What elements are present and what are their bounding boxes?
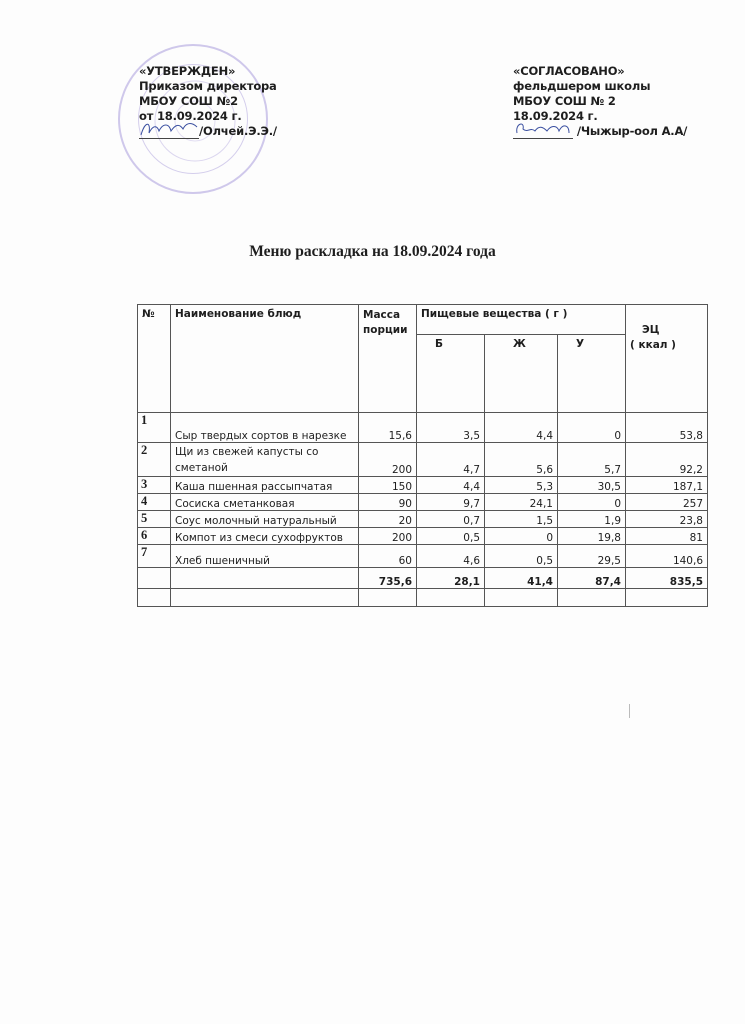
agreement-heading: «СОГЛАСОВАНО»: [513, 64, 625, 78]
empty-row: [138, 589, 708, 607]
row-fat: 0,5: [485, 545, 558, 568]
row-energy: 53,8: [626, 413, 708, 443]
header-fat: Ж: [485, 335, 558, 413]
table-row: [138, 545, 708, 568]
row-fat: 4,4: [485, 413, 558, 443]
total-carbs: 87,4: [558, 568, 626, 589]
header-protein: Б: [417, 335, 485, 413]
totals-num-cell: [138, 568, 171, 589]
table-header-row: [138, 305, 708, 335]
row-mass: 200: [359, 443, 417, 477]
header-energy-line1: ЭЦ: [642, 324, 660, 336]
row-energy: 81: [626, 528, 708, 545]
row-energy: 23,8: [626, 511, 708, 528]
row-fat: 1,5: [485, 511, 558, 528]
approval-line: Приказом директора: [139, 79, 277, 93]
agreement-date: 18.09.2024 г.: [513, 109, 598, 123]
agreement-block: [513, 64, 687, 139]
header-mass: [359, 305, 417, 413]
table-row: [138, 528, 708, 545]
row-energy: 92,2: [626, 443, 708, 477]
row-fat: 24,1: [485, 494, 558, 511]
approval-line: МБОУ СОШ №2: [139, 94, 238, 108]
menu-table: [137, 304, 708, 607]
total-protein: 28,1: [417, 568, 485, 589]
page-title: Меню раскладка на 18.09.2024 года: [249, 243, 496, 260]
row-carbs: 0: [558, 494, 626, 511]
row-mass: 200: [359, 528, 417, 545]
approver-name: /Олчей.Э.Э./: [199, 124, 277, 138]
row-fat: 5,3: [485, 477, 558, 494]
row-protein: 9,7: [417, 494, 485, 511]
header-name: Наименование блюд: [171, 305, 359, 413]
handwritten-signature-icon: [513, 119, 573, 139]
approval-block: [139, 64, 277, 139]
row-name: Сыр твердых сортов в нарезке: [171, 413, 359, 443]
row-mass: 90: [359, 494, 417, 511]
empty-cell: [558, 589, 626, 607]
approval-heading: «УТВЕРЖДЕН»: [139, 64, 236, 78]
agreement-line: МБОУ СОШ № 2: [513, 94, 616, 108]
table-row: [138, 443, 708, 477]
row-mass: 15,6: [359, 413, 417, 443]
row-fat: 0: [485, 528, 558, 545]
row-carbs: 5,7: [558, 443, 626, 477]
table-row: [138, 494, 708, 511]
row-protein: 0,5: [417, 528, 485, 545]
row-mass: 150: [359, 477, 417, 494]
header-nutrients: Пищевые вещества ( г ): [417, 305, 626, 335]
row-mass: 20: [359, 511, 417, 528]
approval-date: от 18.09.2024 г.: [139, 109, 242, 123]
row-name: Щи из свежей капусты со сметаной: [171, 443, 359, 477]
header-num: №: [138, 305, 171, 413]
row-protein: 4,7: [417, 443, 485, 477]
header-mass-line1: Масса: [363, 309, 401, 321]
row-num: 3: [138, 477, 171, 494]
agreement-signature-row: [513, 124, 687, 139]
row-mass: 60: [359, 545, 417, 568]
row-energy: 140,6: [626, 545, 708, 568]
row-carbs: 1,9: [558, 511, 626, 528]
total-energy: 835,5: [626, 568, 708, 589]
row-name: Компот из смеси сухофруктов: [171, 528, 359, 545]
empty-cell: [485, 589, 558, 607]
row-protein: 4,4: [417, 477, 485, 494]
totals-row: [138, 568, 708, 589]
totals-name-cell: [171, 568, 359, 589]
row-num: 5: [138, 511, 171, 528]
row-protein: 0,7: [417, 511, 485, 528]
signature-line: [139, 125, 199, 139]
row-name: Сосиска сметанковая: [171, 494, 359, 511]
row-carbs: 30,5: [558, 477, 626, 494]
row-num: 1: [138, 413, 171, 443]
total-fat: 41,4: [485, 568, 558, 589]
row-name: Соус молочный натуральный: [171, 511, 359, 528]
total-mass: 735,6: [359, 568, 417, 589]
agreement-line: фельдшером школы: [513, 79, 651, 93]
empty-cell: [359, 589, 417, 607]
row-protein: 4,6: [417, 545, 485, 568]
row-fat: 5,6: [485, 443, 558, 477]
agreer-name: /Чыжыр-оол А.А/: [576, 124, 688, 138]
header-carbs: У: [558, 335, 626, 413]
handwritten-signature-icon: [139, 119, 199, 139]
empty-cell: [138, 589, 171, 607]
row-num: 4: [138, 494, 171, 511]
row-protein: 3,5: [417, 413, 485, 443]
empty-cell: [171, 589, 359, 607]
row-name: Хлеб пшеничный: [171, 545, 359, 568]
empty-cell: [417, 589, 485, 607]
row-name: Каша пшенная рассыпчатая: [171, 477, 359, 494]
table-row: [138, 511, 708, 528]
scan-artifact: [629, 704, 630, 718]
row-carbs: 19,8: [558, 528, 626, 545]
row-num: 6: [138, 528, 171, 545]
table-row: [138, 413, 708, 443]
header-energy: [626, 305, 708, 413]
row-carbs: 0: [558, 413, 626, 443]
signature-line: [513, 125, 573, 139]
header-energy-line2: ( ккал ): [630, 339, 676, 351]
row-num: 2: [138, 443, 171, 477]
approval-signature-row: [139, 124, 277, 139]
row-num: 7: [138, 545, 171, 568]
table-row: [138, 477, 708, 494]
row-carbs: 29,5: [558, 545, 626, 568]
empty-cell: [626, 589, 708, 607]
row-energy: 187,1: [626, 477, 708, 494]
row-energy: 257: [626, 494, 708, 511]
header-mass-line2: порции: [363, 324, 408, 336]
